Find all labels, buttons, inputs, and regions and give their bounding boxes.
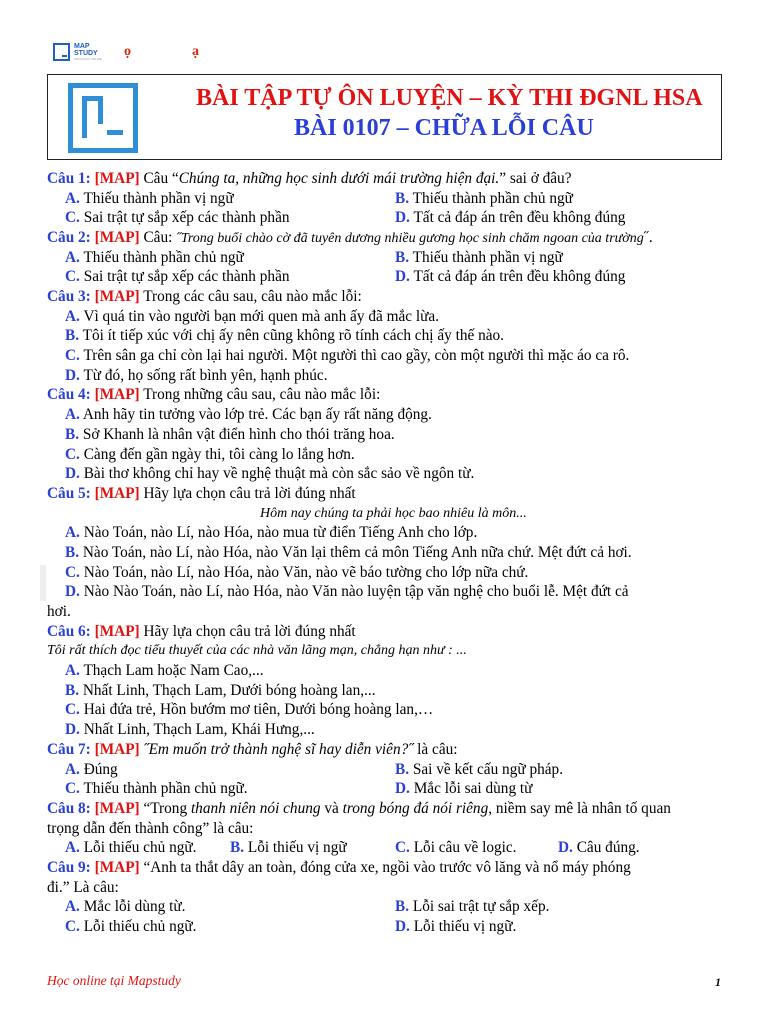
mapstudy-logo-small bbox=[53, 43, 102, 61]
option-label: B. bbox=[395, 249, 410, 266]
option-b[interactable] bbox=[65, 682, 376, 700]
option-text: Lỗi thiếu vị ngữ. bbox=[413, 918, 517, 935]
option-label: A. bbox=[65, 249, 80, 266]
question-text: “Anh ta thắt dây an toàn, đóng cửa xe, ngồi vào trước vô lăng và nổ máy phóng bbox=[139, 859, 631, 876]
option-text: Thiếu thành phần chủ ngữ bbox=[412, 190, 573, 207]
option-text: Từ đó, họ sống rất bình yên, hạnh phúc. bbox=[83, 367, 328, 384]
option-c[interactable] bbox=[395, 839, 517, 857]
question-text: và bbox=[320, 800, 343, 817]
option-label: D. bbox=[395, 209, 410, 226]
option-label: A. bbox=[65, 190, 80, 207]
option-b[interactable] bbox=[65, 426, 395, 444]
option-text: Sai trật tự sắp xếp các thành phần bbox=[83, 209, 290, 226]
option-label: B. bbox=[65, 544, 80, 561]
option-c[interactable] bbox=[65, 918, 197, 936]
option-text: Nhất Linh, Thạch Lam, Dưới bóng hoàng lan,... bbox=[82, 682, 376, 699]
option-c[interactable] bbox=[65, 209, 290, 227]
question-1 bbox=[47, 170, 572, 188]
option-c[interactable] bbox=[65, 780, 248, 798]
question-number: Câu 9: bbox=[47, 859, 91, 876]
option-d[interactable] bbox=[395, 780, 532, 798]
option-text: Anh hãy tin tưởng vào lớp trẻ. Các bạn ấy rất năng động. bbox=[82, 406, 432, 423]
option-text: Nào Toán, nào Lí, nào Hóa, nào Văn lại thêm cả môn Tiếng Anh nữa chứ. Mệt đứt cả hơi. bbox=[82, 544, 632, 561]
question-text: ” sai ở đâu? bbox=[499, 170, 572, 187]
option-text: Nào Toán, nào Lí, nào Hóa, nào Văn, nào vẽ báo tường cho lớp nữa chứ. bbox=[83, 564, 529, 581]
question-context: Hôm nay chúng ta phải học bao nhiêu là môn... bbox=[260, 506, 527, 521]
question-number: Câu 3: bbox=[47, 288, 91, 305]
option-label: C. bbox=[65, 347, 80, 364]
header-mark-1: ọ bbox=[124, 44, 131, 59]
option-label: A. bbox=[65, 761, 80, 778]
option-label: C. bbox=[65, 918, 80, 935]
question-text: , niềm say mê là nhân tố quan bbox=[488, 800, 671, 817]
question-7 bbox=[47, 741, 458, 759]
option-label: C. bbox=[65, 780, 80, 797]
question-quote: ˝Em muốn trở thành nghệ sĩ hay diễn viên?˝ bbox=[143, 741, 414, 758]
option-c[interactable] bbox=[65, 446, 355, 464]
option-label: A. bbox=[65, 308, 80, 325]
option-a[interactable] bbox=[65, 524, 477, 542]
question-6 bbox=[47, 623, 356, 641]
option-label: D. bbox=[395, 918, 410, 935]
option-a[interactable] bbox=[65, 308, 439, 326]
option-label: C. bbox=[65, 701, 80, 718]
map-tag: [MAP] bbox=[94, 800, 140, 817]
option-text: Trên sân ga chỉ còn lại hai người. Một người thì cao gầy, còn một người thì mặc áo ca rô. bbox=[83, 347, 630, 364]
option-label: B. bbox=[65, 426, 80, 443]
question-number: Câu 2: bbox=[47, 229, 91, 246]
option-a[interactable] bbox=[65, 662, 264, 680]
question-3 bbox=[47, 288, 362, 306]
question-text: Trong những câu sau, câu nào mắc lỗi: bbox=[139, 386, 381, 403]
page-subtitle: BÀI 0107 – CHỮA LỖI CÂU bbox=[294, 115, 594, 141]
option-text: Thiếu thành phần vị ngữ bbox=[83, 190, 234, 207]
option-label: B. bbox=[65, 327, 80, 344]
map-tag: [MAP] bbox=[94, 288, 140, 305]
header-mark-2: ạ bbox=[192, 44, 199, 59]
option-b[interactable] bbox=[65, 544, 632, 562]
option-c[interactable] bbox=[65, 268, 290, 286]
question-8 bbox=[47, 800, 671, 818]
option-a[interactable] bbox=[65, 761, 118, 779]
option-text: Nào Toán, nào Lí, nào Hóa, nào mua từ điển Tiếng Anh cho lớp. bbox=[83, 524, 478, 541]
option-b[interactable] bbox=[395, 190, 573, 208]
option-label: A. bbox=[65, 898, 80, 915]
option-label: A. bbox=[65, 524, 80, 541]
option-label: C. bbox=[65, 446, 80, 463]
question-quote: ˝Trong buổi chào cờ đã tuyên dương nhiều gương học sinh chăm ngoan của trường bbox=[176, 231, 644, 246]
logo-text-study: STUDY bbox=[74, 50, 98, 57]
shade-mark bbox=[40, 565, 46, 601]
question-number: Câu 7: bbox=[47, 741, 91, 758]
option-a[interactable] bbox=[65, 898, 185, 916]
option-text: Lỗi thiếu chủ ngữ. bbox=[83, 839, 197, 856]
logo-mark-icon bbox=[53, 43, 70, 61]
option-text: Đúng bbox=[83, 761, 118, 778]
question-quote: trong bóng đá nói riêng bbox=[342, 800, 489, 817]
option-d[interactable] bbox=[65, 367, 328, 385]
question-text: Câu “ bbox=[139, 170, 179, 187]
option-d[interactable] bbox=[65, 721, 315, 739]
option-text: Lỗi sai trật tự sắp xếp. bbox=[412, 898, 550, 915]
option-b[interactable] bbox=[395, 249, 563, 267]
question-9-line-2: đi.” Là câu: bbox=[47, 879, 119, 896]
option-label: C. bbox=[395, 839, 410, 856]
option-text: Tất cả đáp án trên đều không đúng bbox=[413, 209, 626, 226]
title-box bbox=[47, 74, 722, 160]
option-a[interactable] bbox=[65, 839, 197, 857]
question-text: ˝. bbox=[643, 229, 653, 246]
question-number: Câu 6: bbox=[47, 623, 91, 640]
option-label: D. bbox=[65, 721, 80, 738]
option-text: Thiếu thành phần chủ ngữ. bbox=[83, 780, 248, 797]
option-label: D. bbox=[395, 780, 410, 797]
question-text: Câu: bbox=[139, 229, 177, 246]
option-text: Thiếu thành phần chủ ngữ bbox=[83, 249, 244, 266]
page-number: 1 bbox=[715, 975, 721, 989]
option-text: Bài thơ không chỉ hay về nghệ thuật mà còn sắc sảo về ngôn từ. bbox=[83, 465, 475, 482]
option-text: Tất cả đáp án trên đều không đúng bbox=[413, 268, 626, 285]
option-label: D. bbox=[395, 268, 410, 285]
option-d[interactable] bbox=[395, 209, 625, 227]
map-tag: [MAP] bbox=[94, 386, 140, 403]
question-4 bbox=[47, 386, 380, 404]
option-a[interactable] bbox=[65, 190, 234, 208]
option-text: Lỗi câu về logic. bbox=[413, 839, 517, 856]
option-d[interactable] bbox=[65, 465, 474, 483]
question-2 bbox=[47, 229, 653, 248]
option-text: Câu đúng. bbox=[576, 839, 640, 856]
option-text: Tôi ít tiếp xúc với chị ấy nên cũng không rõ tính cách chị ấy thế nào. bbox=[82, 327, 505, 344]
option-label: A. bbox=[65, 406, 80, 423]
option-d[interactable] bbox=[395, 918, 516, 936]
option-label: B. bbox=[395, 761, 410, 778]
option-a[interactable] bbox=[65, 249, 244, 267]
option-text: Sai trật tự sắp xếp các thành phần bbox=[83, 268, 290, 285]
option-d-continuation: hơi. bbox=[47, 603, 71, 620]
option-label: B. bbox=[395, 898, 410, 915]
option-text: Nhất Linh, Thạch Lam, Khái Hưng,... bbox=[83, 721, 315, 738]
option-label: B. bbox=[65, 682, 80, 699]
option-b[interactable] bbox=[65, 327, 504, 345]
page-title: BÀI TẬP TỰ ÔN LUYỆN – KỲ THI ĐGNL HSA bbox=[196, 85, 703, 111]
question-text: là câu: bbox=[413, 741, 458, 758]
option-a[interactable] bbox=[65, 406, 432, 424]
option-label: C. bbox=[65, 209, 80, 226]
option-label: B. bbox=[395, 190, 410, 207]
option-text: Vì quá tin vào người bạn mới quen mà anh ấy đã mắc lừa. bbox=[83, 308, 440, 325]
option-d[interactable] bbox=[558, 839, 640, 857]
option-label: D. bbox=[558, 839, 573, 856]
option-b[interactable] bbox=[230, 839, 347, 857]
question-number: Câu 8: bbox=[47, 800, 91, 817]
option-b[interactable] bbox=[395, 761, 563, 779]
question-quote: thanh niên nói chung bbox=[190, 800, 321, 817]
option-text: Lỗi thiếu vị ngữ bbox=[247, 839, 347, 856]
option-text: Thạch Lam hoặc Nam Cao,... bbox=[83, 662, 264, 679]
option-label: A. bbox=[65, 839, 80, 856]
logo-text-map: MAP bbox=[74, 43, 90, 50]
option-b[interactable] bbox=[395, 898, 549, 916]
option-c[interactable] bbox=[65, 701, 433, 719]
option-label: C. bbox=[65, 268, 80, 285]
option-text: Lỗi thiếu chủ ngữ. bbox=[83, 918, 197, 935]
option-label: D. bbox=[65, 583, 80, 600]
option-c[interactable] bbox=[65, 564, 528, 582]
question-9 bbox=[47, 859, 631, 877]
option-text: Thiếu thành phần vị ngữ bbox=[412, 249, 563, 266]
map-tag: [MAP] bbox=[94, 741, 140, 758]
option-label: D. bbox=[65, 465, 80, 482]
logo-subtext: KHOA HỌC ONLINE bbox=[74, 57, 102, 61]
option-label: A. bbox=[65, 662, 80, 679]
option-text: Sai về kết cấu ngữ pháp. bbox=[412, 761, 564, 778]
option-label: B. bbox=[230, 839, 245, 856]
question-number: Câu 5: bbox=[47, 485, 91, 502]
option-text: Sở Khanh là nhân vật điển hình cho thói trăng hoa. bbox=[82, 426, 395, 443]
option-d[interactable] bbox=[65, 583, 629, 601]
question-8-line-2: trọng dẫn đến thành công” là câu: bbox=[47, 820, 254, 837]
question-context: Tôi rất thích đọc tiểu thuyết của các nhà văn lãng mạn, chẳng hạn như : ... bbox=[47, 643, 467, 658]
map-tag: [MAP] bbox=[94, 623, 140, 640]
option-d[interactable] bbox=[395, 268, 625, 286]
mapstudy-logo-icon bbox=[68, 83, 138, 153]
map-tag: [MAP] bbox=[94, 859, 140, 876]
footer-text: Học online tại Mapstudy bbox=[47, 973, 181, 988]
map-tag: [MAP] bbox=[94, 170, 140, 187]
option-text: Hai đứa trẻ, Hồn bướm mơ tiên, Dưới bóng hoàng lan,… bbox=[83, 701, 434, 718]
question-text: Hãy lựa chọn câu trả lời đúng nhất bbox=[139, 485, 356, 502]
option-label: C. bbox=[65, 564, 80, 581]
option-text: Nào Nào Toán, nào Lí, nào Hóa, nào Văn nào luyện tập văn nghệ cho buổi lễ. Mệt đứt cả bbox=[83, 583, 629, 600]
question-text: Hãy lựa chọn câu trả lời đúng nhất bbox=[139, 623, 356, 640]
option-text: Mắc lỗi sai dùng từ bbox=[413, 780, 533, 797]
map-tag: [MAP] bbox=[94, 485, 140, 502]
option-label: D. bbox=[65, 367, 80, 384]
question-number: Câu 4: bbox=[47, 386, 91, 403]
question-text: Trong các câu sau, câu nào mắc lỗi: bbox=[139, 288, 362, 305]
question-number: Câu 1: bbox=[47, 170, 91, 187]
option-text: Càng đến gần ngày thi, tôi càng lo lắng hơn. bbox=[83, 446, 355, 463]
option-text: Mắc lỗi dùng từ. bbox=[83, 898, 186, 915]
map-tag: [MAP] bbox=[94, 229, 140, 246]
option-c[interactable] bbox=[65, 347, 629, 365]
question-5 bbox=[47, 485, 356, 503]
question-quote: Chúng ta, những học sinh dưới mái trường hiện đại. bbox=[178, 170, 500, 187]
question-text: “Trong bbox=[139, 800, 191, 817]
